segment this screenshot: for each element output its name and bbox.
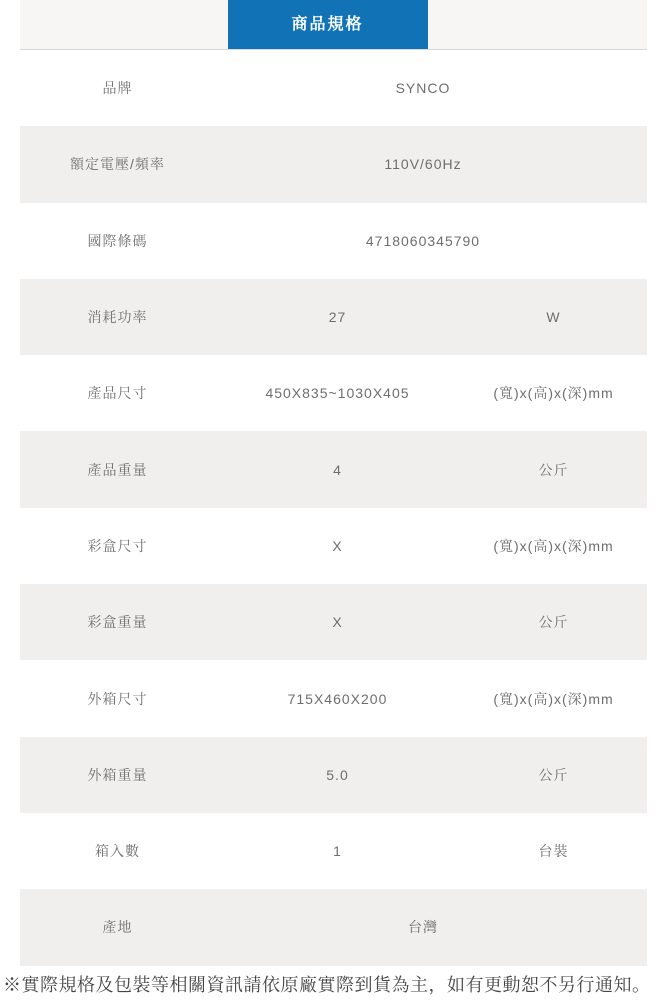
row-label: 產品尺寸 xyxy=(87,385,148,402)
table-row xyxy=(20,50,647,126)
row-label: 產地 xyxy=(102,919,133,936)
row-value: 27 xyxy=(328,309,347,326)
row-label: 額定電壓/頻率 xyxy=(70,156,165,173)
row-value: X xyxy=(332,537,343,554)
row-label: 消耗功率 xyxy=(87,309,148,326)
row-value: X xyxy=(332,614,343,631)
spec-section-title: 商品規格 xyxy=(228,0,428,49)
table-row xyxy=(20,203,647,279)
spec-section-header xyxy=(20,0,647,50)
table-row xyxy=(20,584,647,660)
row-unit: (寬)x(高)x(深)mm xyxy=(493,385,614,402)
table-row xyxy=(20,508,647,584)
row-label: 外箱重量 xyxy=(87,766,148,783)
row-value: 4718060345790 xyxy=(365,232,481,249)
table-row xyxy=(20,431,647,507)
row-label: 箱入數 xyxy=(95,843,140,860)
table-row xyxy=(20,126,647,202)
row-value: SYNCO xyxy=(395,80,451,97)
table-row xyxy=(20,813,647,889)
row-unit: 台裝 xyxy=(538,843,569,860)
row-unit: 公斤 xyxy=(538,614,569,631)
row-value: 715X460X200 xyxy=(287,690,388,707)
table-row xyxy=(20,889,647,965)
row-unit: 公斤 xyxy=(538,461,569,478)
table-row xyxy=(20,279,647,355)
row-value: 110V/60Hz xyxy=(384,156,462,173)
row-value: 1 xyxy=(333,843,342,860)
row-unit: 公斤 xyxy=(538,766,569,783)
row-unit: W xyxy=(546,309,561,326)
disclaimer-note: ※實際規格及包裝等相關資訊請依原廠實際到貨為主，如有更動恕不另行通知。 xyxy=(3,974,651,995)
row-unit: (寬)x(高)x(深)mm xyxy=(493,690,614,707)
row-label: 國際條碼 xyxy=(87,232,148,249)
row-value: 4 xyxy=(333,461,342,478)
row-label: 彩盒尺寸 xyxy=(87,537,148,554)
row-label: 品牌 xyxy=(102,80,133,97)
row-label: 外箱尺寸 xyxy=(87,690,148,707)
row-unit: (寬)x(高)x(深)mm xyxy=(493,537,614,554)
row-value: 450X835~1030X405 xyxy=(265,385,410,402)
table-row xyxy=(20,737,647,813)
spec-table xyxy=(20,50,647,966)
row-value: 台灣 xyxy=(408,919,438,936)
table-row xyxy=(20,660,647,736)
row-label: 產品重量 xyxy=(87,461,148,478)
row-value: 5.0 xyxy=(326,766,349,783)
table-row xyxy=(20,355,647,431)
row-label: 彩盒重量 xyxy=(87,614,148,631)
